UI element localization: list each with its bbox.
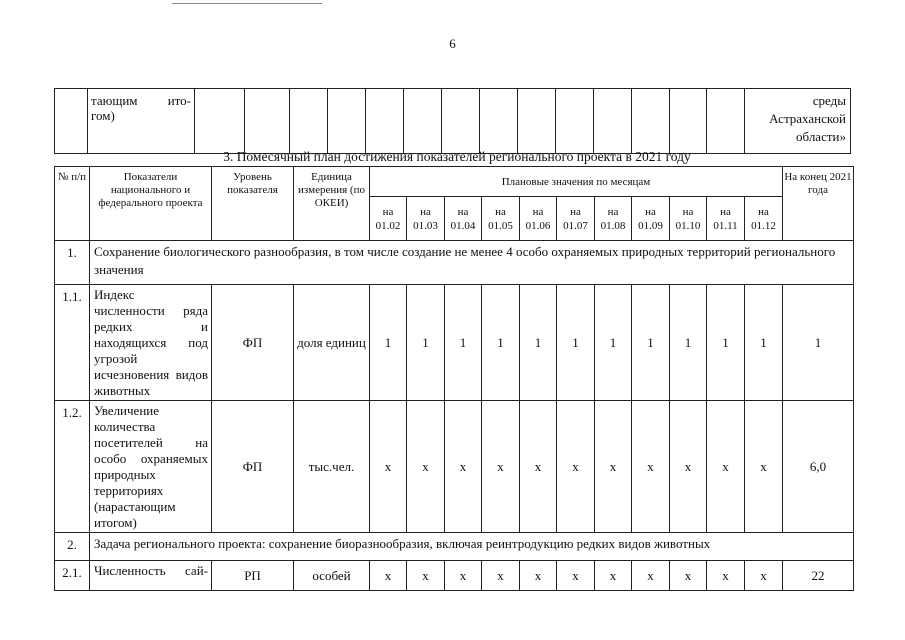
month-value: 1 — [445, 285, 482, 401]
header-level: Уровень показателя — [212, 167, 294, 241]
indicator-level: ФП — [212, 401, 294, 533]
row-number: 1.1. — [55, 285, 90, 401]
previous-table-fragment — [54, 88, 851, 154]
month-value: x — [557, 401, 595, 533]
month-value: 1 — [557, 285, 595, 401]
header-indicators: Показатели национального и федерального проекта — [90, 167, 212, 241]
month-value: x — [670, 561, 707, 591]
month-value: 1 — [632, 285, 670, 401]
year-end-value: 1 — [783, 285, 854, 401]
header-month: на 01.04 — [445, 197, 482, 241]
indicator-row — [55, 401, 854, 533]
month-value: x — [482, 401, 520, 533]
fragment-end-text: среды Астраханской области» — [745, 89, 851, 154]
task-row — [55, 241, 854, 285]
task-text: Сохранение биологического разнообразия, в том числе создание не менее 4 особо охраняемых природных территорий регионального значения — [90, 241, 854, 285]
task-row — [55, 533, 854, 561]
month-value: x — [370, 401, 407, 533]
header-month: на 01.03 — [407, 197, 445, 241]
header-unit: Единица измерения (по ОКЕИ) — [294, 167, 370, 241]
header-month: на 01.12 — [745, 197, 783, 241]
indicator-name: Численность сай- — [90, 561, 212, 591]
header-row — [55, 167, 854, 197]
indicator-level: РП — [212, 561, 294, 591]
month-value: 1 — [482, 285, 520, 401]
month-value: 1 — [670, 285, 707, 401]
header-year-end: На конец 2021 года — [783, 167, 854, 241]
month-value: x — [670, 401, 707, 533]
monthly-plan-table — [54, 166, 854, 591]
year-end-value: 22 — [783, 561, 854, 591]
header-month: на 01.08 — [595, 197, 632, 241]
row-number: 2.1. — [55, 561, 90, 591]
month-value: x — [707, 401, 745, 533]
indicator-row — [55, 285, 854, 401]
section-title: 3. Помесячный план достижения показателей регионального проекта в 2021 году — [223, 149, 691, 164]
indicator-unit: доля единиц — [294, 285, 370, 401]
month-value: x — [520, 401, 557, 533]
row-number: 2. — [55, 533, 90, 561]
month-value: x — [445, 561, 482, 591]
indicator-unit: особей — [294, 561, 370, 591]
month-value: x — [632, 401, 670, 533]
month-value: x — [445, 401, 482, 533]
header-month: на 01.09 — [632, 197, 670, 241]
month-value: x — [407, 561, 445, 591]
month-value: x — [595, 401, 632, 533]
month-value: 1 — [707, 285, 745, 401]
header-month: на 01.11 — [707, 197, 745, 241]
month-value: 1 — [520, 285, 557, 401]
month-value: 1 — [745, 285, 783, 401]
month-value: x — [707, 561, 745, 591]
month-value: 1 — [407, 285, 445, 401]
indicator-level: ФП — [212, 285, 294, 401]
header-num: № п/п — [55, 167, 90, 241]
month-value: x — [482, 561, 520, 591]
month-value: x — [745, 401, 783, 533]
header-month: на 01.05 — [482, 197, 520, 241]
month-value: 1 — [595, 285, 632, 401]
month-value: 1 — [370, 285, 407, 401]
fragment-text-content: тающим ито- гом) — [91, 93, 191, 123]
month-value: x — [632, 561, 670, 591]
indicator-row — [55, 561, 854, 591]
year-end-value: 6,0 — [783, 401, 854, 533]
month-value: x — [407, 401, 445, 533]
month-value: x — [557, 561, 595, 591]
indicator-unit: тыс.чел. — [294, 401, 370, 533]
month-value: x — [520, 561, 557, 591]
month-value: x — [370, 561, 407, 591]
month-value: x — [595, 561, 632, 591]
task-text: Задача регионального проекта: сохранение биоразнообразия, включая реинтродукцию редких видов животных — [90, 533, 854, 561]
header-month: на 01.07 — [557, 197, 595, 241]
month-value: x — [745, 561, 783, 591]
top-rule — [172, 3, 322, 4]
fragment-row — [55, 89, 851, 154]
fragment-text — [88, 89, 195, 154]
header-month: на 01.02 — [370, 197, 407, 241]
row-number: 1. — [55, 241, 90, 285]
header-planned: Плановые значения по месяцам — [370, 167, 783, 197]
row-number: 1.2. — [55, 401, 90, 533]
header-month: на 01.06 — [520, 197, 557, 241]
header-month: на 01.10 — [670, 197, 707, 241]
page-number: 6 — [449, 36, 456, 51]
indicator-name: Индекс численности ряда редких и находящихся под угрозой исчезновения видов животных — [90, 285, 212, 401]
indicator-name: Увеличение количества посетителей на особо охраняемых природных территориях (нарастающим итогом) — [90, 401, 212, 533]
